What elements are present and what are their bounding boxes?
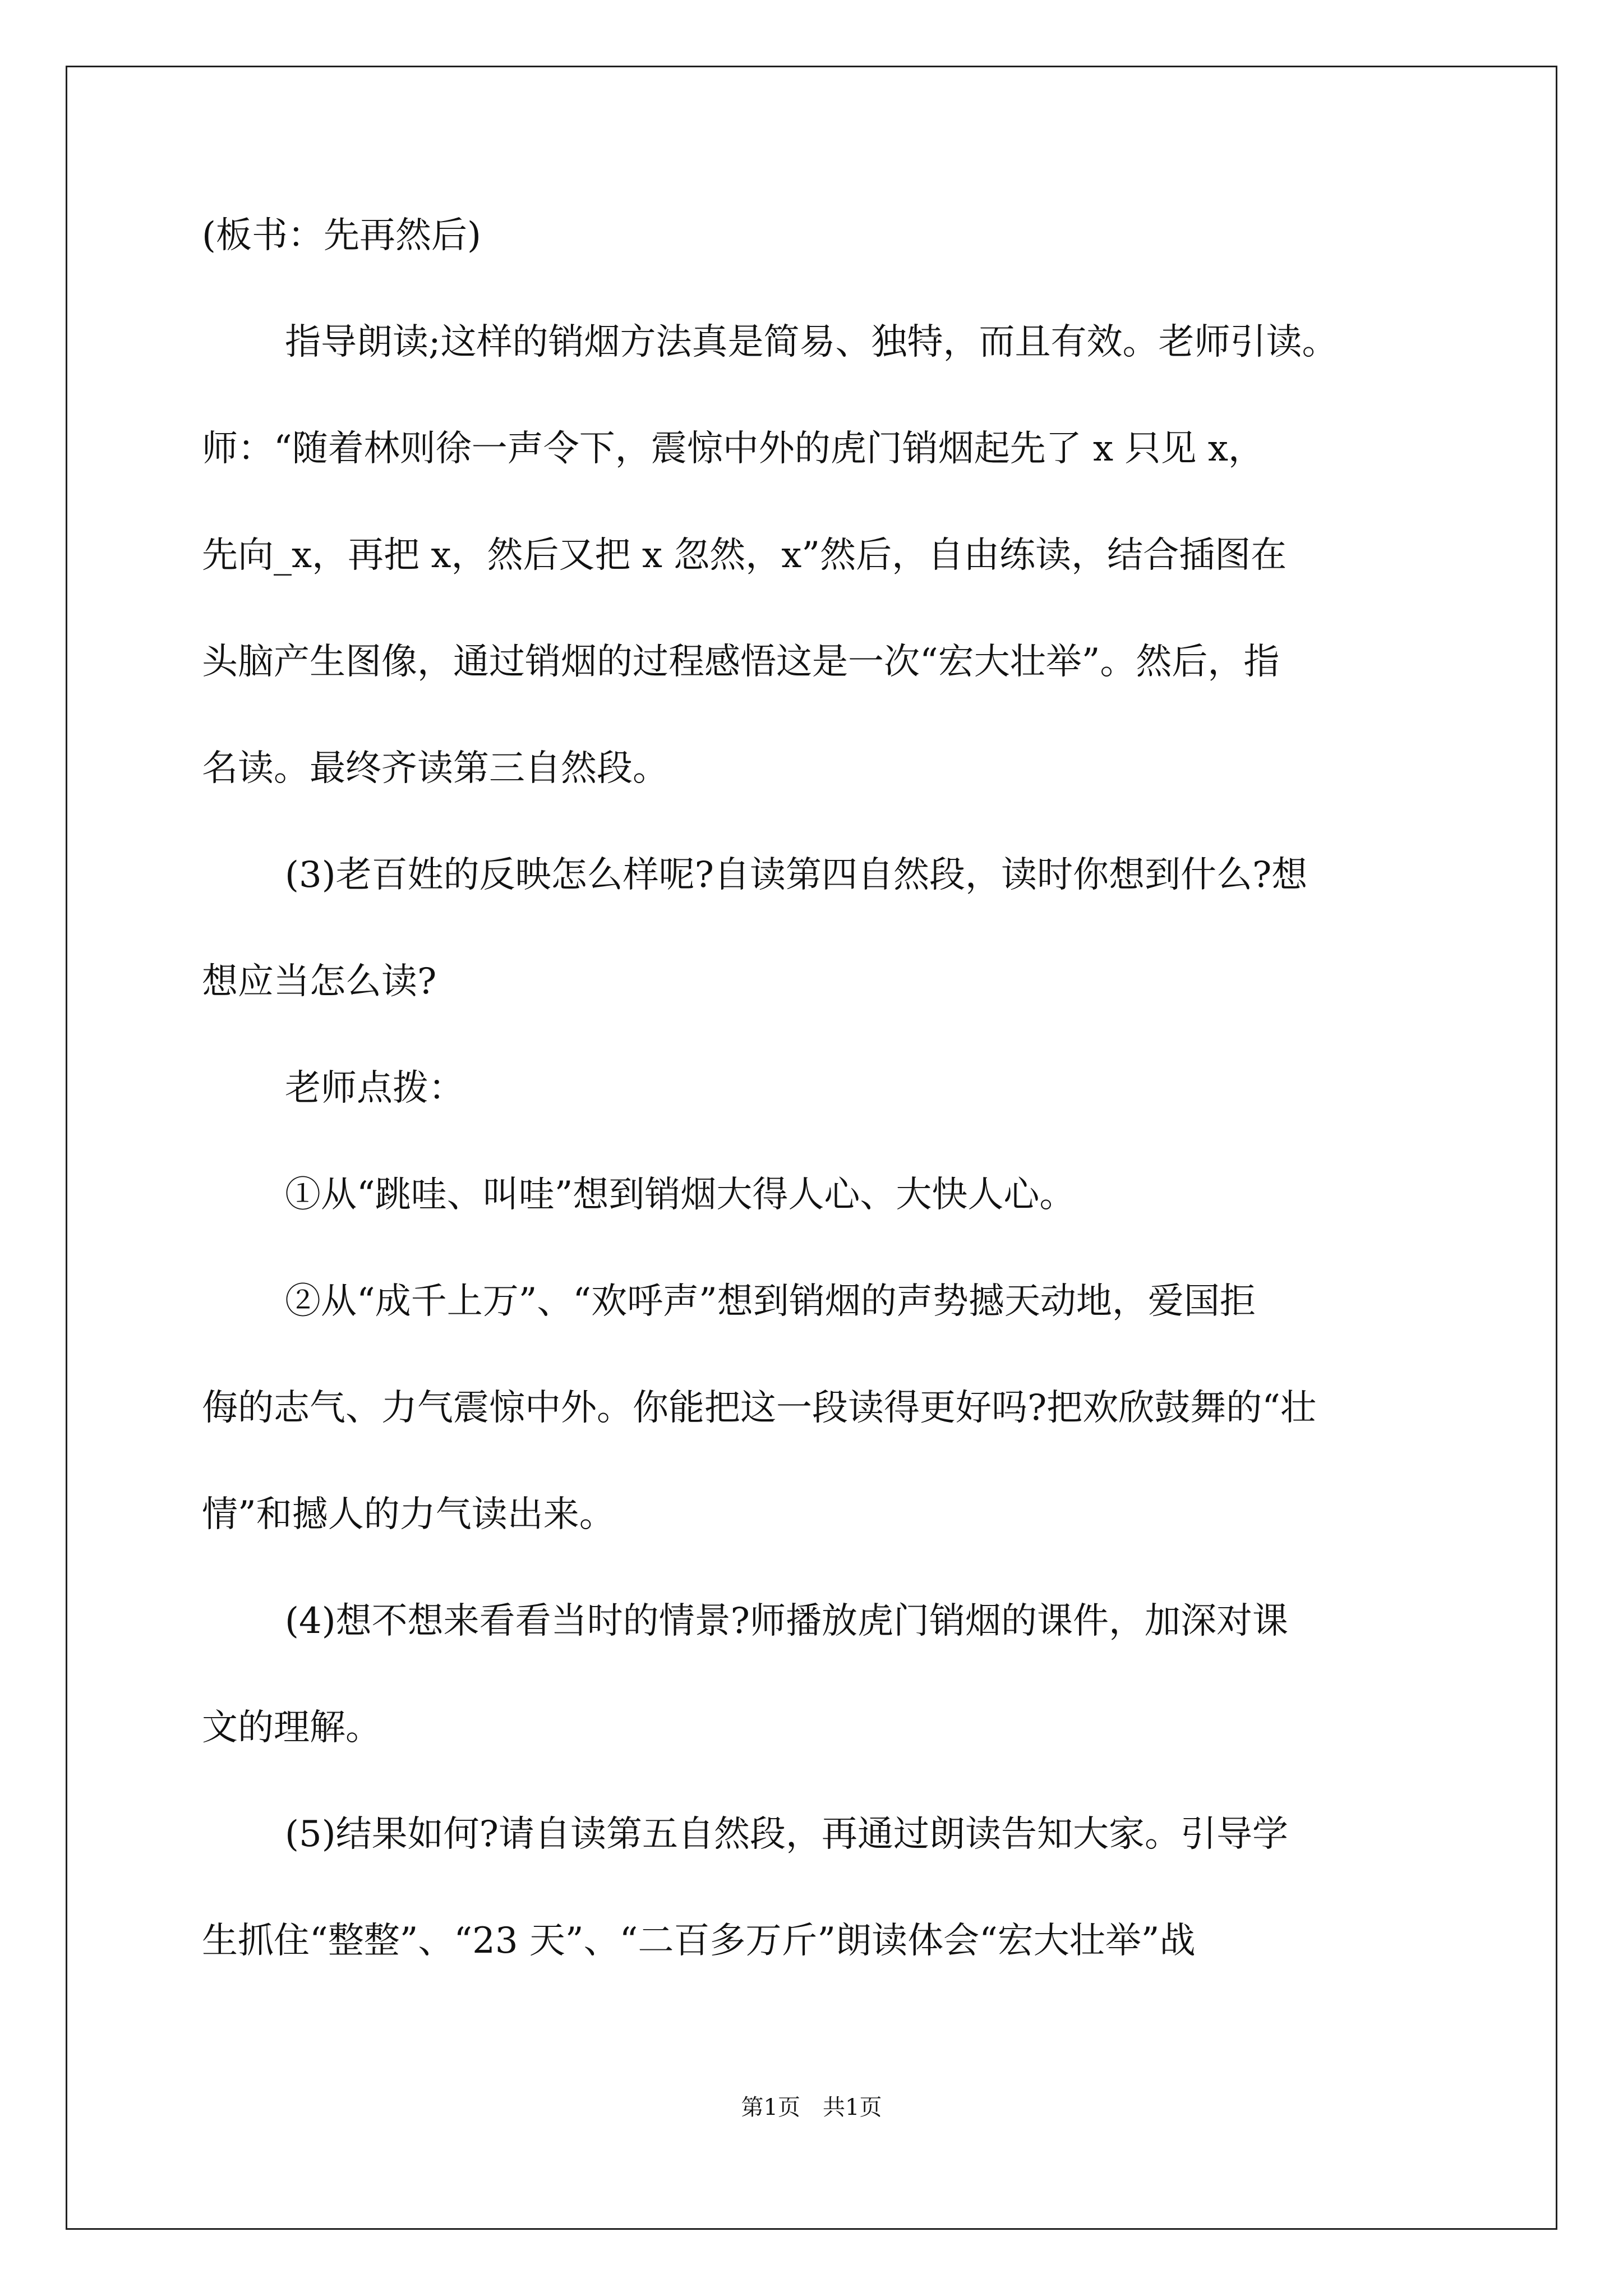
text-line: (4)想不想来看看当时的情景?师播放虎门销烟的课件，加深对课 [285,1600,1288,1642]
text-line: 头脑产生图像，通过销烟的过程感悟这是一次“宏大壮举”。然后，指 [202,641,1280,683]
text-line: 文的理解。 [202,1707,381,1749]
text-line: (5)结果如何?请自读第五自然段，再通过朗读告知大家。引导学 [285,1814,1288,1855]
text-line: (3)老百姓的反映怎么样呢?自读第四自然段，读时你想到什么?想 [285,854,1308,896]
text-line: 师：“随着林则徐一声令下，震惊中外的虎门销烟起先了 x 只见 x， [202,428,1264,470]
text-line: 情”和撼人的力气读出来。 [202,1494,615,1535]
page-border [66,66,1557,2230]
text-line: 侮的志气、力气震惊中外。你能把这一段读得更好吗?把欢欣鼓舞的“壮 [202,1387,1317,1429]
text-line: ①从“跳哇、叫哇”想到销烟大得人心、大快人心。 [285,1174,1076,1216]
text-line: 先向_x，再把 x，然后又把 x 忽然，x”然后，自由练读，结合插图在 [202,535,1287,576]
text-line: 指导朗读;这样的销烟方法真是简易、独特，而且有效。老师引读。 [285,321,1338,363]
text-line: (板书：先再然后) [202,215,481,256]
text-line: 想应当怎么读? [202,961,437,1002]
text-line: 生抓住“整整”、“23 天”、“二百多万斤”朗读体会“宏大壮举”战 [202,1920,1196,1962]
text-line: 老师点拨： [285,1068,464,1109]
page-number: 第1页 共1页 [741,2095,882,2120]
text-line: ②从“成千上万”、“欢呼声”想到销烟的声势撼天动地，爱国拒 [285,1281,1256,1322]
text-line: 名读。最终齐读第三自然段。 [202,748,668,789]
